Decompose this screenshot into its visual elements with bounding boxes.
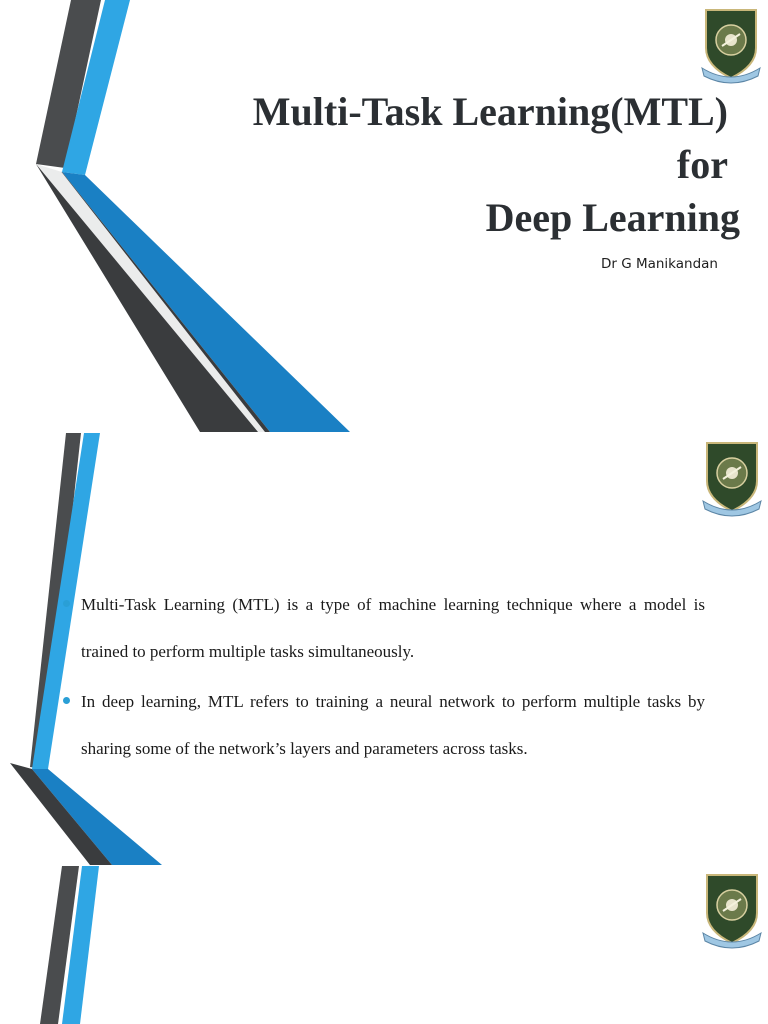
college-crest-logo — [701, 871, 763, 949]
decorative-stripes — [0, 866, 120, 1024]
bullet-list — [60, 581, 705, 775]
title-line-3: Deep Learning — [485, 195, 740, 240]
title-slide — [0, 0, 768, 432]
content-slide — [0, 433, 768, 865]
title-line-1: Multi-Task Learning(MTL) — [252, 89, 728, 134]
slide-title — [108, 85, 740, 244]
list-item: Multi-Task Learning (MTL) is a type of machine learning technique where a model is trained to perform multiple tasks simultaneously. — [60, 581, 705, 675]
bullet-dot-icon — [63, 600, 70, 607]
college-crest-logo — [700, 6, 762, 84]
author-name: Dr G Manikandan — [600, 256, 718, 272]
next-slide-partial — [0, 866, 768, 1024]
title-line-2: for — [676, 142, 728, 187]
list-item: In deep learning, MTL refers to training a neural network to perform multiple tasks by sharing some of the network’s layers and parameters across tasks. — [60, 678, 705, 772]
bullet-dot-icon — [63, 697, 70, 704]
college-crest-logo — [701, 439, 763, 517]
